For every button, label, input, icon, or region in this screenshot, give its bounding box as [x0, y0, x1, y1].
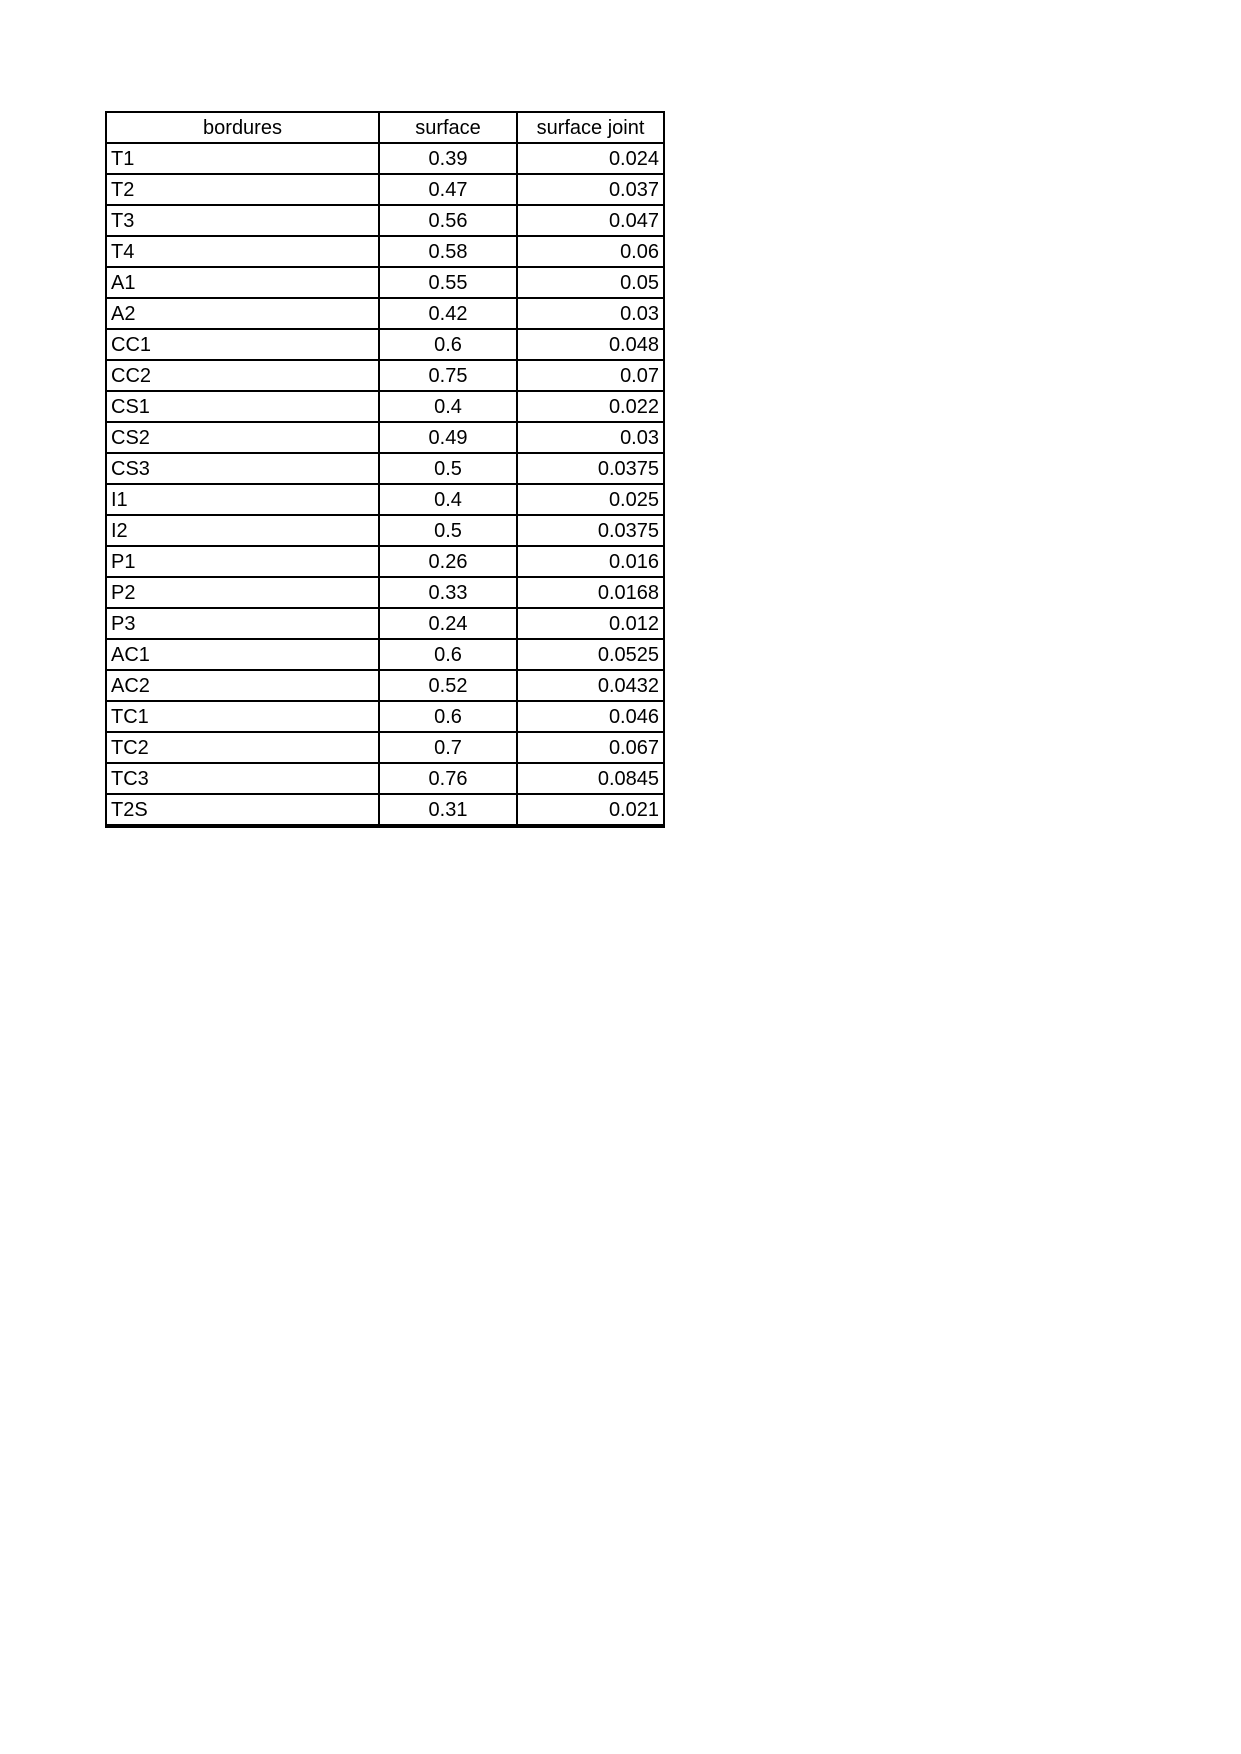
surface-joint-cell: 0.025: [517, 484, 664, 515]
surface-cell: 0.75: [379, 360, 517, 391]
surface-cell: 0.6: [379, 639, 517, 670]
surface-cell: 0.76: [379, 763, 517, 794]
bordure-cell: CC1: [106, 329, 379, 360]
table-row: [106, 670, 664, 701]
bordure-cell: CC2: [106, 360, 379, 391]
bordure-cell: I2: [106, 515, 379, 546]
surface-cell: 0.39: [379, 143, 517, 174]
surface-joint-cell: 0.022: [517, 391, 664, 422]
bordure-cell: TC2: [106, 732, 379, 763]
surface-joint-cell: 0.024: [517, 143, 664, 174]
surface-joint-cell: 0.06: [517, 236, 664, 267]
bordure-cell: T2S: [106, 794, 379, 826]
surface-joint-cell: 0.0845: [517, 763, 664, 794]
surface-cell: 0.55: [379, 267, 517, 298]
bordure-cell: CS1: [106, 391, 379, 422]
header-bordures: bordures: [106, 112, 379, 143]
bordure-cell: CS2: [106, 422, 379, 453]
table-row: [106, 236, 664, 267]
header-row: [106, 112, 664, 143]
bordure-cell: T1: [106, 143, 379, 174]
surface-cell: 0.33: [379, 577, 517, 608]
surface-cell: 0.6: [379, 329, 517, 360]
surface-joint-cell: 0.0525: [517, 639, 664, 670]
table-row: [106, 515, 664, 546]
table-row: [106, 546, 664, 577]
table-row: [106, 391, 664, 422]
surface-cell: 0.49: [379, 422, 517, 453]
table-row: [106, 143, 664, 174]
surface-joint-cell: 0.016: [517, 546, 664, 577]
bordure-cell: P3: [106, 608, 379, 639]
surface-cell: 0.56: [379, 205, 517, 236]
bordures-table: [105, 111, 665, 828]
surface-joint-cell: 0.048: [517, 329, 664, 360]
surface-joint-cell: 0.037: [517, 174, 664, 205]
table-row: [106, 794, 664, 826]
table-row: [106, 422, 664, 453]
bordure-cell: T3: [106, 205, 379, 236]
table-row: [106, 608, 664, 639]
surface-cell: 0.7: [379, 732, 517, 763]
header-surface-joint: surface joint: [517, 112, 664, 143]
surface-joint-cell: 0.0375: [517, 515, 664, 546]
table-row: [106, 174, 664, 205]
table-row: [106, 205, 664, 236]
surface-joint-cell: 0.0375: [517, 453, 664, 484]
bordure-cell: CS3: [106, 453, 379, 484]
table-row: [106, 360, 664, 391]
table-row: [106, 701, 664, 732]
surface-joint-cell: 0.07: [517, 360, 664, 391]
surface-cell: 0.26: [379, 546, 517, 577]
bordure-cell: T2: [106, 174, 379, 205]
bordure-cell: P2: [106, 577, 379, 608]
bordure-cell: TC3: [106, 763, 379, 794]
surface-cell: 0.42: [379, 298, 517, 329]
surface-joint-cell: 0.046: [517, 701, 664, 732]
table-row: [106, 329, 664, 360]
bordure-cell: A1: [106, 267, 379, 298]
surface-cell: 0.31: [379, 794, 517, 826]
surface-cell: 0.4: [379, 484, 517, 515]
surface-joint-cell: 0.047: [517, 205, 664, 236]
table-row: [106, 763, 664, 794]
table-row: [106, 453, 664, 484]
bordure-cell: TC1: [106, 701, 379, 732]
table-row: [106, 577, 664, 608]
surface-joint-cell: 0.0168: [517, 577, 664, 608]
surface-cell: 0.47: [379, 174, 517, 205]
table-row: [106, 267, 664, 298]
bordure-cell: I1: [106, 484, 379, 515]
bordure-cell: AC1: [106, 639, 379, 670]
surface-joint-cell: 0.05: [517, 267, 664, 298]
surface-cell: 0.6: [379, 701, 517, 732]
surface-joint-cell: 0.012: [517, 608, 664, 639]
table-body: [106, 143, 664, 826]
surface-joint-cell: 0.067: [517, 732, 664, 763]
bordure-cell: A2: [106, 298, 379, 329]
table-row: [106, 732, 664, 763]
surface-joint-cell: 0.03: [517, 298, 664, 329]
bordure-cell: T4: [106, 236, 379, 267]
table-row: [106, 484, 664, 515]
surface-cell: 0.5: [379, 515, 517, 546]
surface-cell: 0.24: [379, 608, 517, 639]
surface-cell: 0.52: [379, 670, 517, 701]
table-row: [106, 639, 664, 670]
surface-joint-cell: 0.0432: [517, 670, 664, 701]
table-header: [106, 112, 664, 143]
surface-cell: 0.58: [379, 236, 517, 267]
surface-joint-cell: 0.03: [517, 422, 664, 453]
table-row: [106, 298, 664, 329]
bordure-cell: AC2: [106, 670, 379, 701]
bordure-cell: P1: [106, 546, 379, 577]
surface-joint-cell: 0.021: [517, 794, 664, 826]
surface-cell: 0.4: [379, 391, 517, 422]
surface-cell: 0.5: [379, 453, 517, 484]
header-surface: surface: [379, 112, 517, 143]
